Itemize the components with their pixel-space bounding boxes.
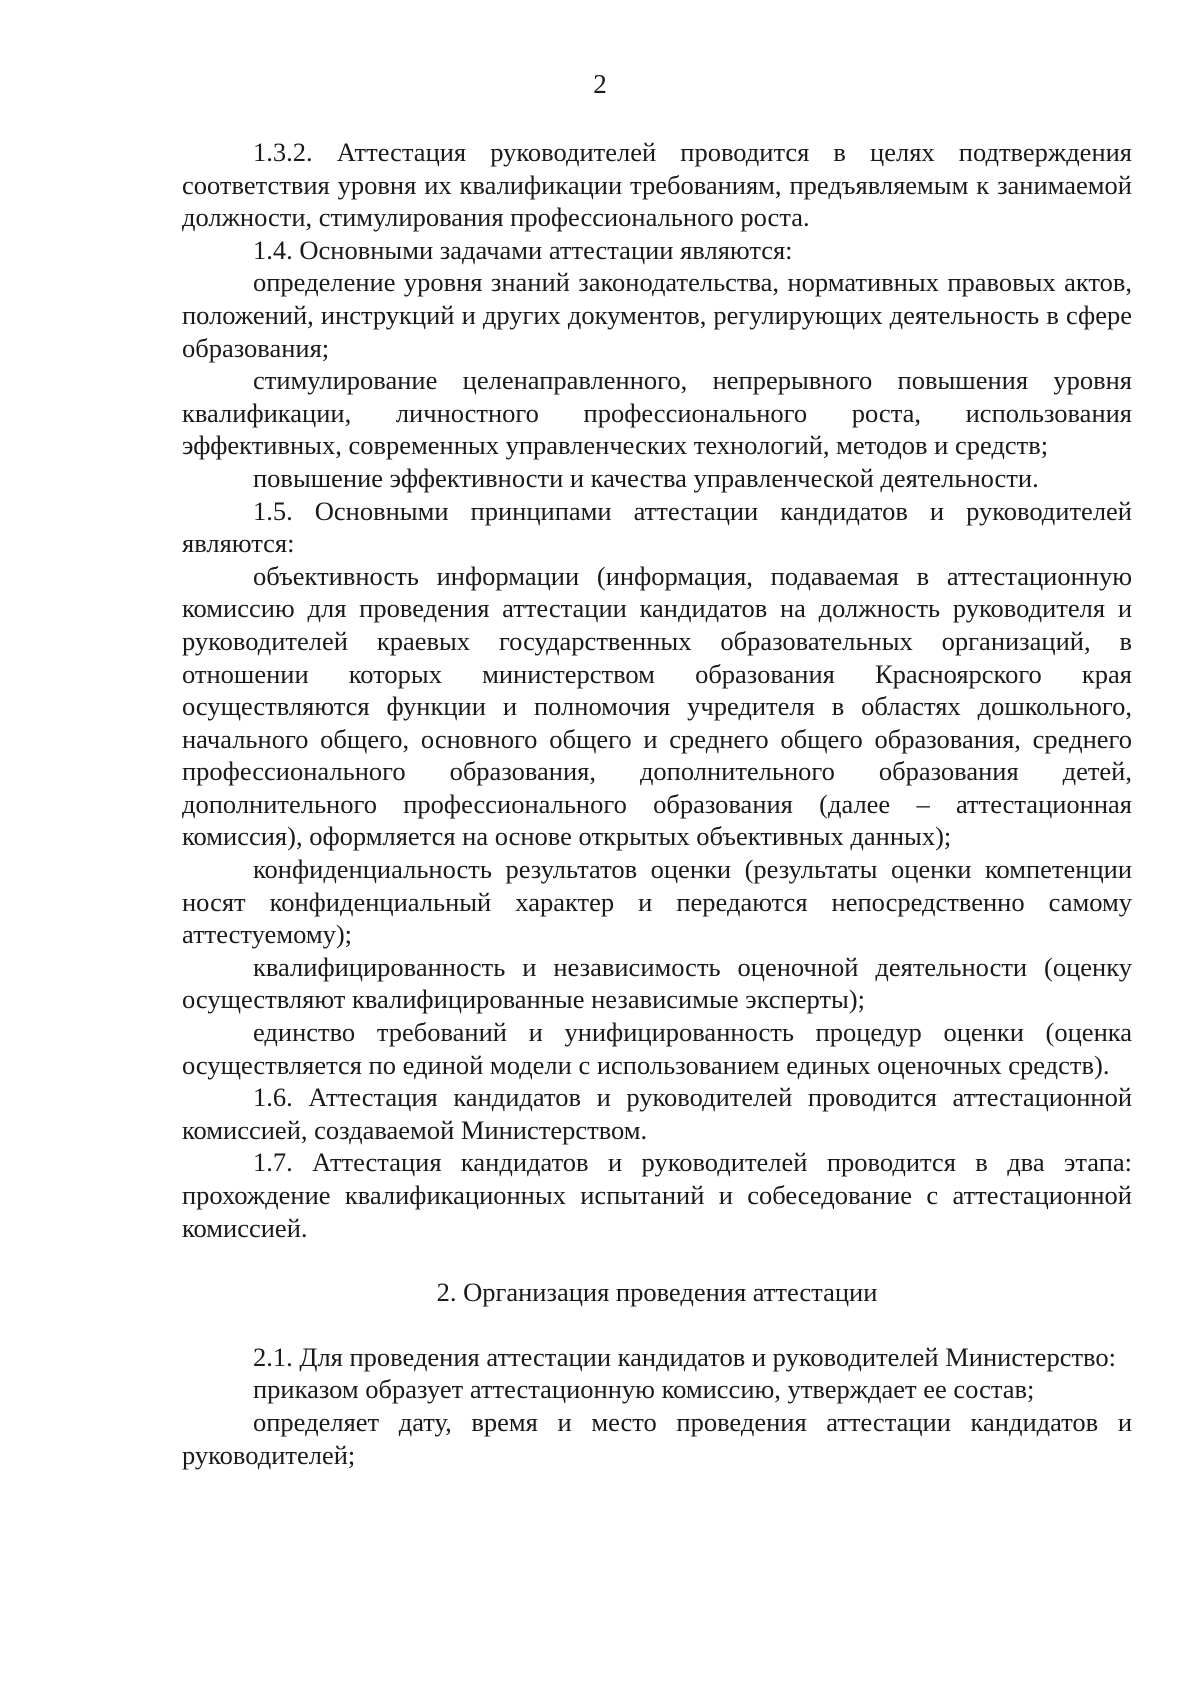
page-number: 2 bbox=[593, 69, 607, 99]
document-body bbox=[182, 136, 1132, 1471]
section-heading: 2. Организация проведения аттестации bbox=[436, 1277, 878, 1308]
paragraph-principle-qualification: квалифицированность и независимость оценочной деятельности (оценку осуществляют квалифицированные независимые эксперты); bbox=[182, 951, 1132, 1015]
paragraph-1-7: 1.7. Аттестация кандидатов и руководителей проводится в два этапа: прохождение квалификационных испытаний и собеседование с аттестационной комиссией. bbox=[182, 1147, 1132, 1243]
paragraph-principle-unity: единство требований и унифицированность процедур оценки (оценка осуществляется по единой модели с использованием единых оценочных средств). bbox=[182, 1017, 1132, 1080]
paragraph-commission-order: приказом образует аттестационную комиссию, утверждает ее состав; bbox=[253, 1374, 1035, 1405]
paragraph-1-5: 1.5. Основными принципами аттестации кандидатов и руководителей являются: bbox=[182, 495, 1132, 559]
paragraph-1-3-2: 1.3.2. Аттестация руководителей проводится в целях подтверждения соответствия уровня их квалификации требованиям, предъявляемым к занимаемой должности, стимулирования профессионального роста. bbox=[182, 137, 1132, 233]
paragraph-task-efficiency: повышение эффективности и качества управленческой деятельности. bbox=[253, 462, 1039, 493]
paragraph-task-knowledge: определение уровня знаний законодательства, нормативных правовых актов, положений, инструкций и других документов, регулирующих деятельность в сфере образования; bbox=[182, 267, 1132, 363]
paragraph-1-6: 1.6. Аттестация кандидатов и руководителей проводится аттестационной комиссией, создаваемой Министерством. bbox=[182, 1082, 1132, 1145]
paragraph-1-4: 1.4. Основными задачами аттестации являются: bbox=[253, 234, 793, 265]
paragraph-principle-confidentiality: конфиденциальность результатов оценки (результаты оценки компетенции носят конфиденциальный характер и передаются непосредственно самому аттестуемому); bbox=[182, 854, 1132, 950]
paragraph-2-1: 2.1. Для проведения аттестации кандидатов и руководителей Министерство: bbox=[253, 1341, 1116, 1372]
paragraph-task-stimulation: стимулирование целенаправленного, непрерывного повышения уровня квалификации, личностного профессионального роста, использования эффективных, современных управленческих технологий, методов и средств; bbox=[182, 365, 1132, 461]
paragraph-date-time-place: определяет дату, время и место проведения аттестации кандидатов и руководителей; bbox=[182, 1406, 1132, 1470]
paragraph-principle-objectivity: объективность информации (информация, подаваемая в аттестационную комиссию для проведения аттестации кандидатов на должность руководителя и руководителей краевых государственных образовательных организаций, в отношении которых министерством образования Красноярского края осуществляются функции и полномочия учредителя в областях дошкольного, начального общего, основного общего и среднего общего образования, среднего профессионального образования, дополнительного образования детей, дополнительного профессионального образования (далее – аттестационная комиссия), оформляется на основе открытых объективных данных); bbox=[182, 560, 1132, 852]
